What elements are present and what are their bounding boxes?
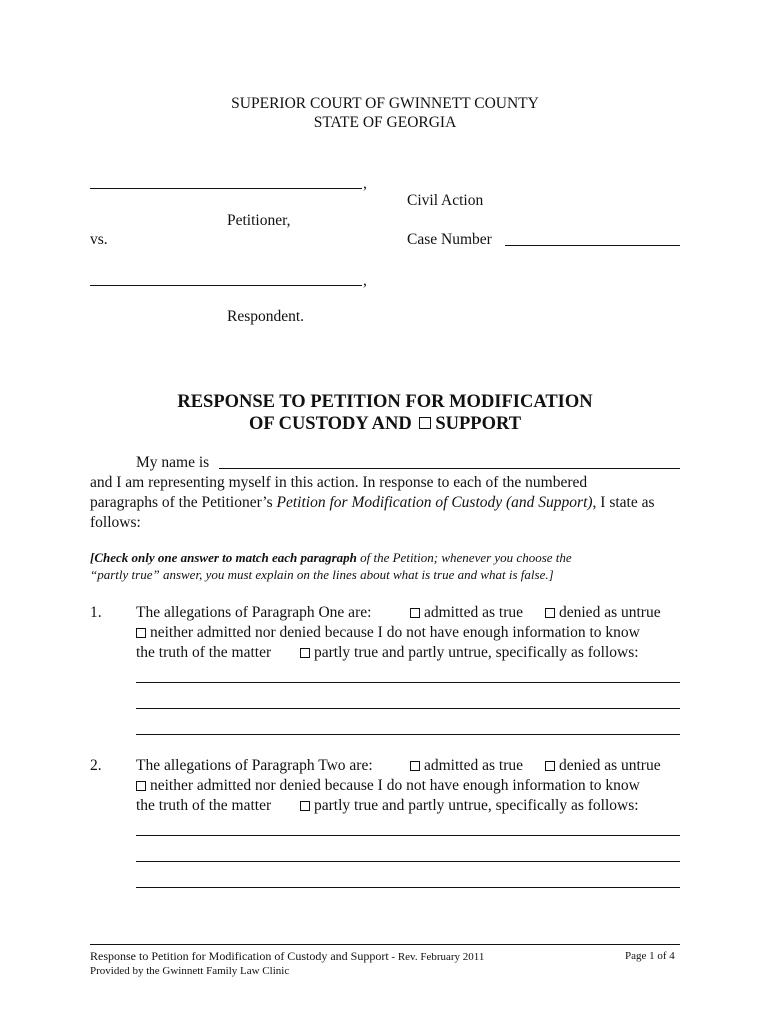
partly-checkbox[interactable] <box>300 801 310 811</box>
denied-option[interactable] <box>545 604 661 622</box>
petition-title-italic: Petition for Modification of Custody (and Support) <box>276 494 593 511</box>
intro-line-3-end: , I state as <box>592 494 655 511</box>
petitioner-label: Petitioner, <box>227 212 291 229</box>
denied-label: denied as untrue <box>559 757 661 774</box>
my-name-label: My name is <box>136 454 210 471</box>
explanation-line[interactable] <box>136 861 680 862</box>
case-number-line[interactable] <box>505 245 680 246</box>
explanation-line[interactable] <box>136 682 680 683</box>
explanation-line[interactable] <box>136 708 680 709</box>
paragraph-lead: The allegations of Paragraph One are: <box>136 604 372 621</box>
intro-line-2: and I am representing myself in this action. In response to each of the numbered <box>90 474 588 491</box>
admitted-option[interactable] <box>410 757 523 775</box>
denied-option[interactable] <box>545 757 661 775</box>
title-custody-text: OF CUSTODY AND <box>248 414 412 434</box>
footer-revision: - Rev. February 2011 <box>388 951 485 963</box>
denied-label: denied as untrue <box>559 604 661 621</box>
case-number-label: Case Number <box>407 231 492 248</box>
explanation-line[interactable] <box>136 835 680 836</box>
my-name-line[interactable] <box>219 468 680 469</box>
page-number: Page 1 of 4 <box>625 950 675 962</box>
admitted-label: admitted as true <box>424 757 523 774</box>
truth-text: the truth of the matter <box>136 797 272 814</box>
intro-line-3-text: paragraphs of the Petitioner’s <box>90 494 277 511</box>
partly-label: partly true and partly untrue, specifically as follows: <box>314 644 639 661</box>
intro-line-4: follows: <box>90 514 141 531</box>
vs-label: vs. <box>90 231 108 248</box>
denied-checkbox[interactable] <box>545 761 555 771</box>
paragraph-lead: The allegations of Paragraph Two are: <box>136 757 373 774</box>
respondent-name-line[interactable] <box>90 285 362 286</box>
state-name: STATE OF GEORGIA <box>313 114 457 131</box>
partly-label: partly true and partly untrue, specifically as follows: <box>314 797 639 814</box>
neither-label: neither admitted nor denied because I do not have enough information to know <box>150 624 640 641</box>
partly-checkbox[interactable] <box>300 648 310 658</box>
neither-option[interactable] <box>136 777 640 795</box>
instructions-line-2: “partly true” answer, you must explain on the lines about what is true and what is false.] <box>90 567 554 582</box>
explanation-line[interactable] <box>136 734 680 735</box>
civil-action-label: Civil Action <box>407 192 484 209</box>
partly-option[interactable] <box>300 797 639 815</box>
instructions-line-1 <box>90 550 572 566</box>
explanation-line[interactable] <box>136 887 680 888</box>
paragraph-number: 1. <box>90 604 102 621</box>
neither-label: neither admitted nor denied because I do not have enough information to know <box>150 777 640 794</box>
intro-line-3 <box>90 494 655 512</box>
title-support-text: SUPPORT <box>435 414 522 434</box>
petitioner-name-line[interactable] <box>90 188 362 189</box>
neither-checkbox[interactable] <box>136 628 146 638</box>
denied-checkbox[interactable] <box>545 608 555 618</box>
footer-rule <box>90 944 680 945</box>
respondent-label: Respondent. <box>227 308 305 325</box>
document-title-line1: RESPONSE TO PETITION FOR MODIFICATION <box>177 392 593 412</box>
neither-option[interactable] <box>136 624 640 642</box>
admitted-label: admitted as true <box>424 604 523 621</box>
admitted-checkbox[interactable] <box>410 608 420 618</box>
support-checkbox[interactable] <box>419 417 431 429</box>
footer-provided-by: Provided by the Gwinnett Family Law Clinic <box>90 965 290 977</box>
admitted-checkbox[interactable] <box>410 761 420 771</box>
footer-title-text: Response to Petition for Modification of Custody and Support <box>90 949 389 963</box>
instructions-bold: [Check only one answer to match each paragraph <box>90 550 357 565</box>
respondent-comma: , <box>363 272 367 289</box>
petitioner-comma: , <box>363 175 367 192</box>
document-title-line2 <box>0 414 770 435</box>
truth-text: the truth of the matter <box>136 644 272 661</box>
paragraph-number: 2. <box>90 757 102 774</box>
court-name: SUPERIOR COURT OF GWINNETT COUNTY <box>231 95 539 112</box>
partly-option[interactable] <box>300 644 639 662</box>
neither-checkbox[interactable] <box>136 781 146 791</box>
admitted-option[interactable] <box>410 604 523 622</box>
footer-form-title <box>90 949 484 964</box>
instructions-rest: of the Petition; whenever you choose the <box>356 550 572 565</box>
